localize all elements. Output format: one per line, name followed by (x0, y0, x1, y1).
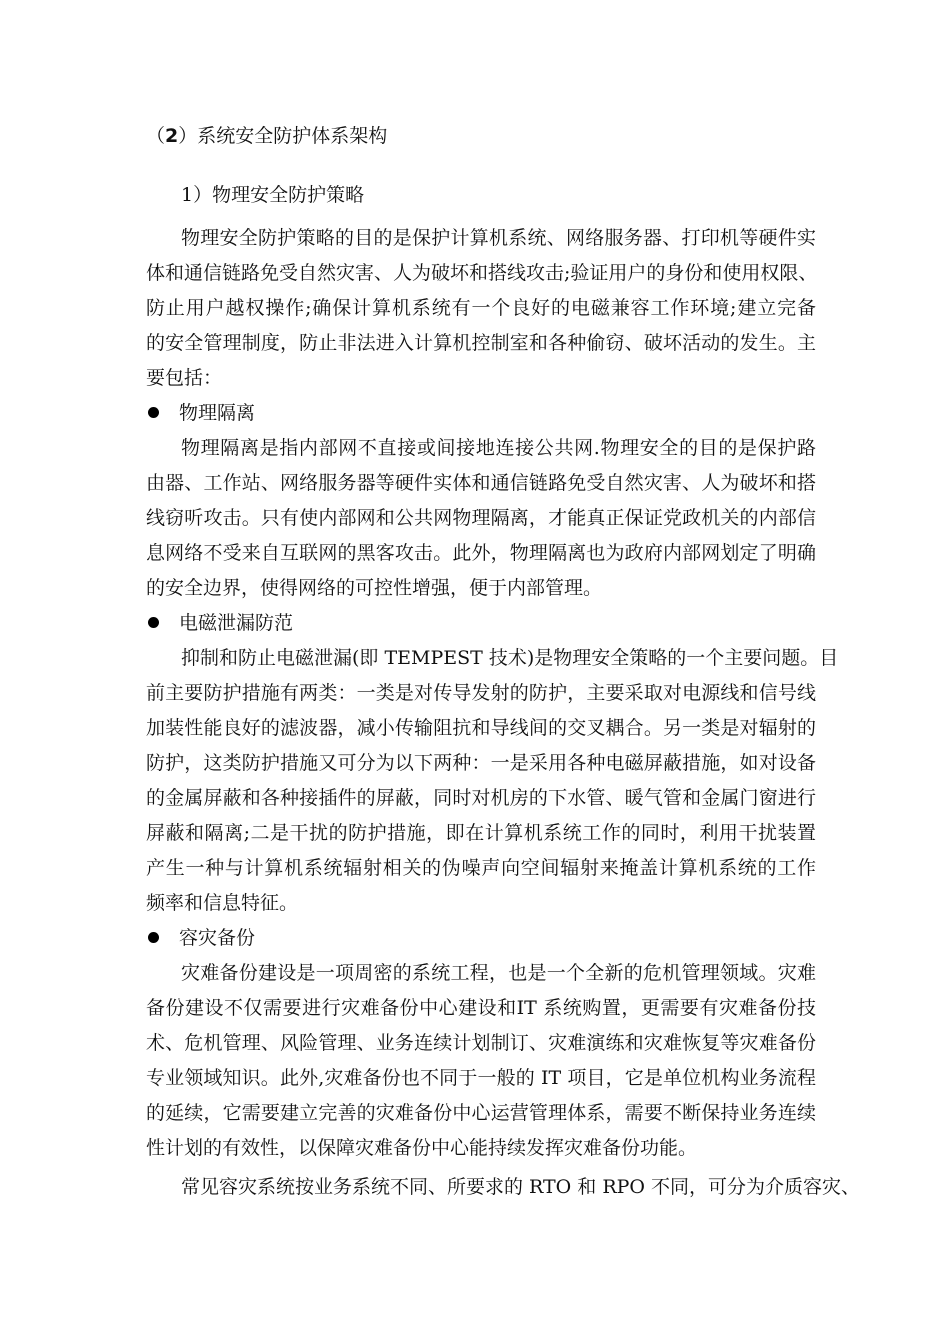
bullet-item (146, 611, 293, 635)
paragraph-1-line: 防止用户越权操作;确保计算机系统有一个良好的电磁兼容工作环境;建立完备 (146, 297, 816, 319)
paragraph-3-line: 产生一种与计算机系统辐射相关的伪噪声向空间辐射来掩盖计算机系统的工作 (146, 857, 816, 879)
bullet-label: 容灾备份 (179, 927, 256, 949)
paragraph-1-line: 的安全管理制度，防止非法进入计算机控制室和各种偷窃、破坏活动的发生。主 (146, 332, 816, 354)
paragraph-2-line: 线窃听攻击。只有使内部网和公共网物理隔离，才能真正保证党政机关的内部信 (146, 507, 816, 529)
paragraph-4-line: 术、危机管理、风险管理、业务连续计划制订、灾难演练和灾难恢复等灾难备份 (146, 1032, 816, 1054)
paragraph-3-line: 前主要防护措施有两类：一类是对传导发射的防护，主要采取对电源线和信号线 (146, 682, 816, 704)
paragraph-3-line: 防护，这类防护措施又可分为以下两种：一是采用各种电磁屏蔽措施，如对设备 (146, 752, 816, 774)
paragraph-3-line: 屏蔽和隔离;二是干扰的防护措施，即在计算机系统工作的同时，利用干扰装置 (146, 822, 816, 844)
paragraph-4-line: 性计划的有效性，以保障灾难备份中心能持续发挥灾难备份功能。 (146, 1137, 698, 1159)
bullet-dot-icon (148, 617, 159, 628)
paragraph-3-line: 频率和信息特征。 (146, 892, 299, 914)
paragraph-4-line: 备份建设不仅需要进行灾难备份中心建设和IT 系统购置，更需要有灾难备份技 (146, 997, 816, 1019)
bullet-label: 物理隔离 (179, 402, 256, 424)
paragraph-1-line: 物理安全防护策略的目的是保护计算机系统、网络服务器、打印机等硬件实 (181, 227, 816, 249)
bullet-dot-icon (148, 932, 159, 943)
paragraph-3-line: 加装性能良好的滤波器，减小传输阻抗和导线间的交叉耦合。另一类是对辐射的 (146, 717, 816, 739)
section-title-prefix: （ (146, 125, 166, 147)
paragraph-4-line: 专业领域知识。此外,灾难备份也不同于一般的 IT 项目，它是单位机构业务流程 (146, 1067, 816, 1089)
bullet-item (146, 926, 255, 950)
paragraph-4-line: 灾难备份建设是一项周密的系统工程，也是一个全新的危机管理领域。灾难 (181, 962, 816, 984)
subheading: 1）物理安全防护策略 (181, 184, 365, 206)
bullet-item (146, 401, 255, 425)
paragraph-5-line: 常见容灾系统按业务系统不同、所要求的 RTO 和 RPO 不同，可分为介质容灾、 (181, 1176, 861, 1198)
paragraph-2-line: 的安全边界，使得网络的可控性增强，便于内部管理。 (146, 577, 603, 599)
paragraph-3-line: 的金属屏蔽和各种接插件的屏蔽，同时对机房的下水管、暖气管和金属门窗进行 (146, 787, 816, 809)
paragraph-1-line: 要包括： (146, 367, 223, 389)
section-number: 2 (165, 125, 179, 147)
paragraph-2-line: 由器、工作站、网络服务器等硬件实体和通信链路免受自然灾害、人为破坏和搭 (146, 472, 816, 494)
paragraph-2-line: 息网络不受来自互联网的黑客攻击。此外，物理隔离也为政府内部网划定了明确 (146, 542, 816, 564)
section-title (146, 124, 387, 148)
bullet-label: 电磁泄漏防范 (179, 612, 294, 634)
paragraph-3-line: 抑制和防止电磁泄漏(即 TEMPEST 技术)是物理安全策略的一个主要问题。目 (181, 647, 839, 669)
bullet-dot-icon (148, 407, 159, 418)
section-title-text: ）系统安全防护体系架构 (178, 125, 388, 147)
paragraph-4-line: 的延续，它需要建立完善的灾难备份中心运营管理体系，需要不断保持业务连续 (146, 1102, 816, 1124)
paragraph-1-line: 体和通信链路免受自然灾害、人为破坏和搭线攻击;验证用户的身份和使用权限、 (146, 262, 818, 284)
paragraph-2-line: 物理隔离是指内部网不直接或间接地连接公共网.物理安全的目的是保护路 (181, 437, 816, 459)
